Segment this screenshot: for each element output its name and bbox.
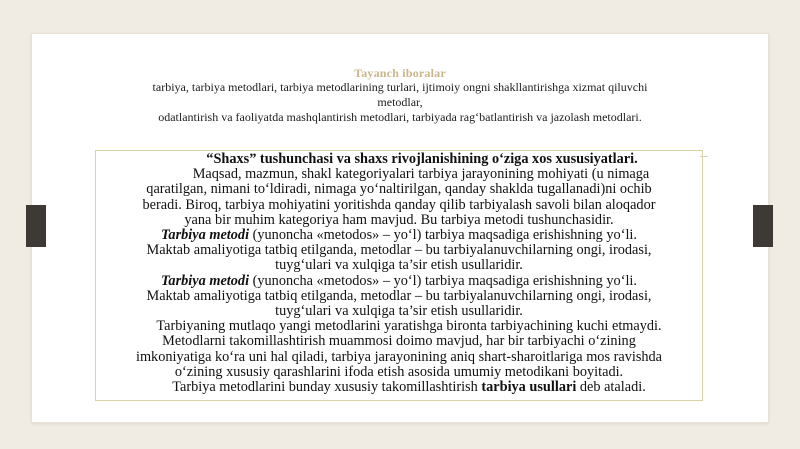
- paragraph-line: yana bir muhim kategoriya ham mavjud. Bu tarbiya metodi tushunchasidir.: [184, 211, 614, 228]
- paragraph-line: tuyg‘ulari va xulqiga ta’sir etish usullaridir.: [275, 303, 523, 320]
- paragraph-line: Metodlarni takomillashtirish muammosi doimo mavjud, har bir tarbiyachi o‘zining: [162, 333, 636, 350]
- paragraph-line: Maktab amaliyotiga tatbiq etilganda, metodlar – bu tarbiyalanuvchilarning ongi, irodasi,: [146, 242, 652, 259]
- left-tab-marker: [26, 205, 46, 247]
- keywords-line: tarbiya, tarbiya metodlari, tarbiya metodlarining turlari, ijtimoiy ongni shakllantirishga xizmat qiluvchi: [152, 80, 648, 94]
- definition-text: (yunoncha «metodos» – yo‘l) tarbiya maqsadiga erishishning yo‘li.: [249, 227, 637, 244]
- slide-title: Tayanch iboralar: [354, 66, 446, 80]
- content-text: [96, 152, 702, 395]
- closing-term: tarbiya usullari: [481, 379, 577, 396]
- section-heading: “Shaxs” tushunchasi va shaxs rivojlanishining o‘ziga xos xususiyatlari.: [206, 151, 638, 167]
- closing-text-end: deb ataladi.: [576, 379, 646, 396]
- definition-text: (yunoncha «metodos» – yo‘l) tarbiya maqsadiga erishishning yo‘li.: [249, 272, 637, 289]
- definition-term: Tarbiya metodi: [161, 227, 250, 244]
- closing-line: [96, 380, 702, 395]
- paragraph-line: Maqsad, mazmun, shakl kategoriyalari tarbiya jarayonining mohiyati (u nimaga: [192, 166, 650, 183]
- paragraph-line: Maktab amaliyotiga tatbiq etilganda, metodlar – bu tarbiyalanuvchilarning ongi, irodasi,: [146, 287, 652, 304]
- definition-term: Tarbiya metodi: [161, 272, 250, 289]
- right-tab-marker: [753, 205, 773, 247]
- paragraph-line: Tarbiyaning mutlaqo yangi metodlarini yaratishga bironta tarbiyachining kuchi etmaydi.: [156, 318, 662, 335]
- keywords-line: odatlantirish va faoliyatda mashqlantirish metodlari, tarbiyada rag‘batlantirish va jazolash metodlari.: [158, 110, 642, 124]
- paragraph-line: imkoniyatiga ko‘ra uni hal qiladi, tarbiya jarayonining aniq shart-sharoitlariga mos ravishda: [135, 348, 663, 365]
- paragraph-line: qaratilgan, nimani to‘ldiradi, nimaga yo‘naltirilgan, qanday shaklda tugallanadi)ni ochib: [146, 181, 652, 198]
- definition-line: [96, 274, 702, 289]
- paragraph-line: beradi. Biroq, tarbiya mohiyatini yoritishda qanday qilib tarbiyalash savoli bilan aloqador: [142, 196, 656, 213]
- paragraph-line: o‘zining xususiy qarashlarini ifoda etish asosida umumiy metodikani boyitadi.: [174, 363, 624, 380]
- paragraph-line: tuyg‘ulari va xulqiga ta’sir etish usullaridir.: [275, 257, 523, 274]
- definition-line: [96, 228, 702, 243]
- keywords-line: metodlar,: [377, 95, 423, 109]
- closing-text: Tarbiya metodlarini bunday xususiy takomillashtirish: [172, 379, 482, 396]
- keywords-text: [120, 80, 680, 125]
